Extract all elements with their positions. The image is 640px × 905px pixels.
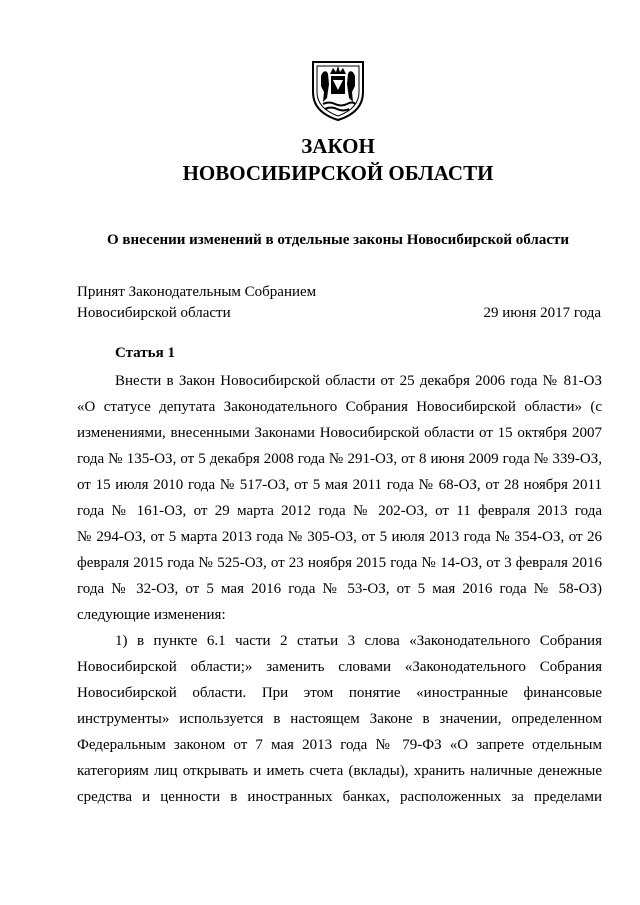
article-paragraph-1 <box>77 368 602 628</box>
paragraph-line: от 15 июля 2010 года № 517-ОЗ, от 5 мая 2011 года № 68-ОЗ, от 28 ноября 2011 <box>77 477 602 493</box>
paragraph-line: инструменты» используется в настоящем Законе в значении, определенном <box>77 711 602 727</box>
article-heading: Статья 1 <box>115 345 175 361</box>
region-title: НОВОСИБИРСКОЙ ОБЛАСТИ <box>182 161 494 185</box>
paragraph-line: года № 161-ОЗ, от 29 марта 2012 года № 202-ОЗ, от 11 февраля 2013 года <box>77 503 602 519</box>
adoption-line-1: Принят Законодательным Собранием <box>77 284 317 300</box>
paragraph-line: изменениями, внесенными Законами Новосибирской области от 15 октября 2007 <box>77 425 602 441</box>
paragraph-line: Новосибирской области. При этом понятие «иностранные финансовые <box>77 685 602 701</box>
adoption-date: 29 июня 2017 года <box>483 305 601 321</box>
paragraph-line: категориям лиц открывать и иметь счета (вклады), хранить наличные денежные <box>77 763 602 779</box>
paragraph-line: Внести в Закон Новосибирской области от 25 декабря 2006 года № 81-ОЗ <box>115 373 602 389</box>
paragraph-line: средства и ценности в иностранных банках, расположенных за пределами <box>77 789 602 805</box>
paragraph-line: года № 32-ОЗ, от 5 мая 2016 года № 53-ОЗ, от 5 мая 2016 года № 58-ОЗ) <box>77 581 602 597</box>
paragraph-line: года № 135-ОЗ, от 5 декабря 2008 года № 291-ОЗ, от 8 июня 2009 года № 339-ОЗ, <box>77 451 602 467</box>
paragraph-line: следующие изменения: <box>77 607 226 623</box>
adoption-line-2: Новосибирской области <box>77 305 231 321</box>
document-type-title: ЗАКОН <box>301 134 375 158</box>
paragraph-line: февраля 2015 года № 525-ОЗ, от 23 ноября 2015 года № 14-ОЗ, от 3 февраля 2016 <box>77 555 602 571</box>
paragraph-line: Новосибирской области;» заменить словами «Законодательного Собрания <box>77 659 602 675</box>
paragraph-line: «О статусе депутата Законодательного Собрания Новосибирской области» (с <box>77 399 602 415</box>
adoption-authority <box>77 282 316 324</box>
coat-of-arms-icon <box>309 58 367 122</box>
paragraph-line: № 294-ОЗ, от 5 марта 2013 года № 305-ОЗ, от 5 июля 2013 года № 354-ОЗ, от 26 <box>77 529 602 545</box>
article-paragraph-2 <box>77 628 602 810</box>
law-subject-title: О внесении изменений в отдельные законы Новосибирской области <box>106 232 570 248</box>
paragraph-line: Федеральным законом от 7 мая 2013 года № 79-ФЗ «О запрете отдельным <box>77 737 602 753</box>
paragraph-line: 1) в пункте 6.1 части 2 статьи 3 слова «Законодательного Собрания <box>115 633 602 649</box>
